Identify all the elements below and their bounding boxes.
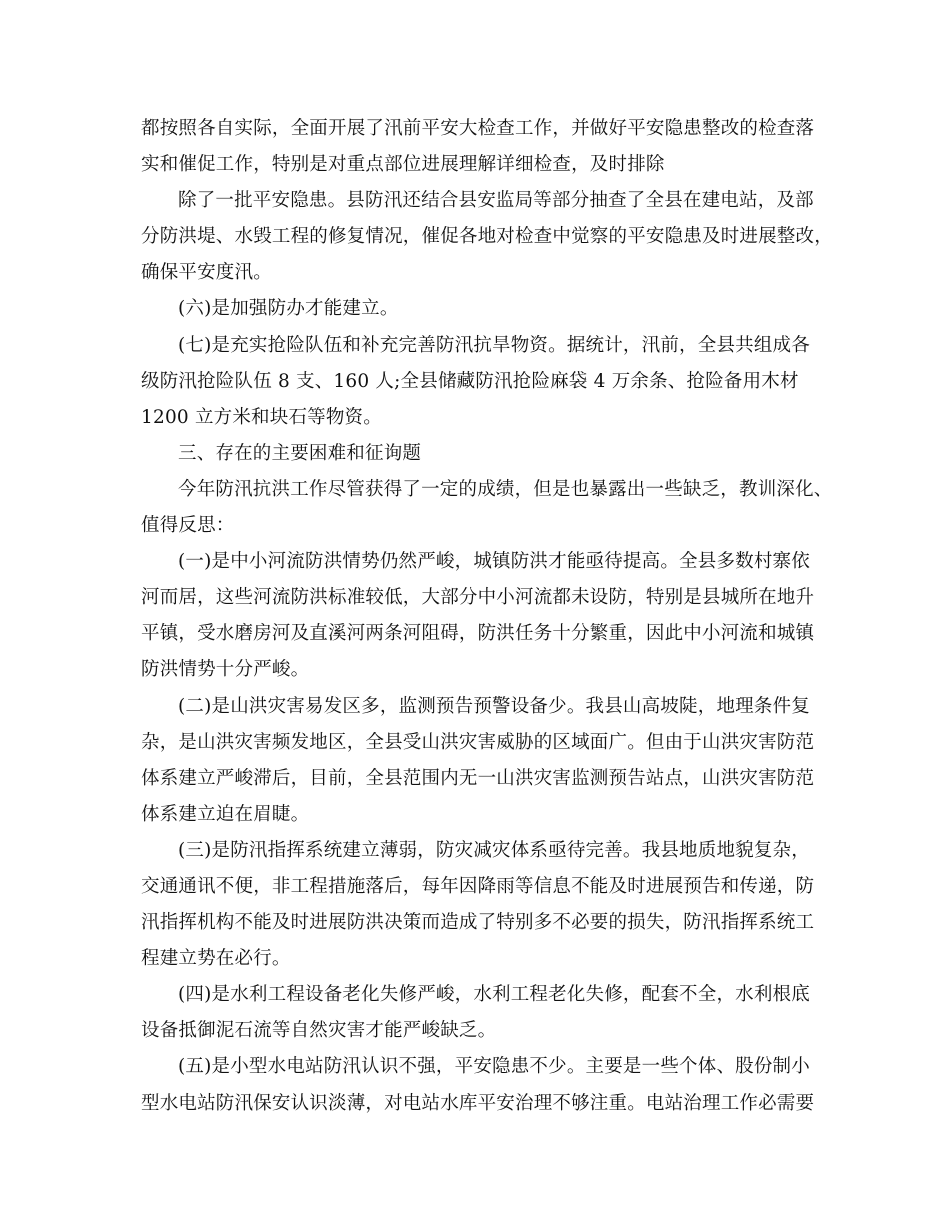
text-line: 分防洪堤、水毁工程的修复情况，催促各地对检查中觉察的平安隐患及时进展整改， [141,226,833,248]
text-line: 防洪情势十分严峻。 [141,659,310,681]
text-line: 实和催促工作，特别是对重点部位进展理解详细检查，及时排除 [141,154,665,176]
text-line: 河而居，这些河流防洪标准较低，大部分中小河流都未设防，特别是县城所在地升 [141,587,815,609]
text-line: (五)是小型水电站防汛认识不强，平安隐患不少。主要是一些个体、股份制小 [178,1056,810,1078]
text-line: 体系建立迫在眉睫。 [141,803,310,825]
text-line: 体系建立严峻滞后，目前，全县范围内无一山洪灾害监测预告站点，山洪灾害防范 [141,767,815,789]
text-line: 级防汛抢险队伍 8 支、160 人;全县储藏防汛抢险麻袋 4 万余条、抢险备用木材 [141,370,799,392]
text-line: 值得反思： [141,515,235,537]
document-body [141,111,833,1122]
text-line: 交通通讯不便，非工程措施落后，每年因降雨等信息不能及时进展预告和传递，防 [141,875,815,897]
text-line: (四)是水利工程设备老化失修严峻，水利工程老化失修，配套不全，水利根底 [178,984,810,1006]
text-line: (一)是中小河流防洪情势仍然严峻，城镇防洪才能亟待提高。全县多数村寨依 [178,551,810,573]
text-line: (七)是充实抢险队伍和补充完善防汛抗旱物资。据统计，汛前，全县共组成各 [178,334,810,356]
text-line: (二)是山洪灾害易发区多，监测预告预警设备少。我县山高坡陡，地理条件复 [178,695,810,717]
text-line: 今年防汛抗洪工作尽管获得了一定的成绩，但是也暴露出一些缺乏，教训深化、 [178,478,833,500]
text-line: 1200 立方米和块石等物资。 [141,406,382,428]
text-line: 程建立势在必行。 [141,948,291,970]
text-line: 都按照各自实际，全面开展了汛前平安大检查工作，并做好平安隐患整改的检查落 [141,118,815,139]
text-line: 汛指挥机构不能及时进展防洪决策而造成了特别多不必要的损失，防汛指挥系统工 [141,912,815,934]
text-line: 设备抵御泥石流等自然灾害才能严峻缺乏。 [141,1020,497,1042]
text-line: 平镇，受水磨房河及直溪河两条河阻碍，防洪任务十分繁重，因此中小河流和城镇 [141,623,815,645]
text-line: 确保平安度汛。 [141,262,272,284]
text-line: (六)是加强防办才能建立。 [178,298,399,320]
text-line: 杂，是山洪灾害频发地区，全县受山洪灾害威胁的区域面广。但由于山洪灾害防范 [141,731,815,753]
text-line: 型水电站防汛保安认识淡薄，对电站水库平安治理不够注重。电站治理工作必需要 [141,1092,815,1114]
text-line: 除了一批平安隐患。县防汛还结合县安监局等部分抽查了全县在建电站，及部 [178,190,814,212]
text-line: (三)是防汛指挥系统建立薄弱，防灾减灾体系亟待完善。我县地质地貌复杂， [178,839,810,861]
text-line: 三、存在的主要困难和征询题 [178,442,422,464]
